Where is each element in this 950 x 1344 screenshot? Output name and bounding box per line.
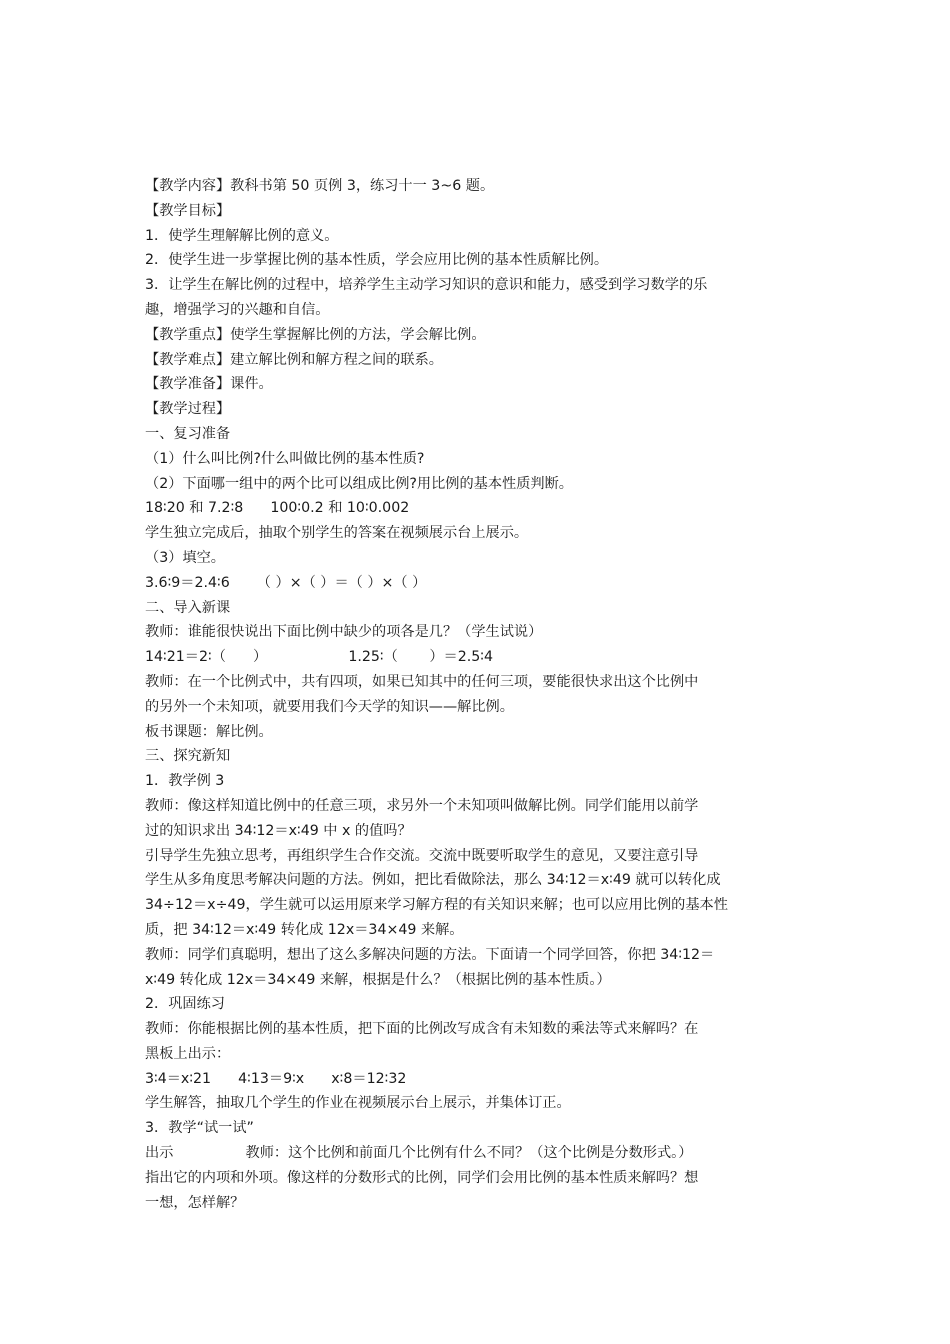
guidance-text-2: 学生从多角度思考解决问题的方法。例如，把比看做除法，那么 34∶12＝x∶49 就可以转化成 bbox=[145, 872, 721, 889]
missing-term-equations: 14∶21＝2∶（ ） 1.25∶（ ）＝2.5∶4 bbox=[145, 649, 494, 666]
try-text-2: 指出它的内项和外项。像这样的分数形式的比例，同学们会用比例的基本性质来解吗？想 bbox=[145, 1169, 699, 1186]
practice-text-cont: 黑板上出示： bbox=[145, 1045, 231, 1062]
try-text-3: 一想，怎样解？ bbox=[145, 1194, 245, 1211]
preparation: 【教学准备】课件。 bbox=[145, 376, 273, 393]
try-text: 出示 教师：这个比例和前面几个比例有什么不同？（这个比例是分数形式。） bbox=[145, 1145, 693, 1162]
review-question-2: （2）下面哪一组中的两个比可以组成比例?用比例的基本性质判断。 bbox=[145, 475, 573, 492]
review-ratios: 18∶20 和 7.2∶8 100∶0.2 和 10∶0.002 bbox=[145, 500, 410, 517]
example-3-text-cont: 过的知识求出 34∶12＝x∶49 中 x 的值吗？ bbox=[145, 822, 412, 839]
section-intro-heading: 二、导入新课 bbox=[145, 599, 231, 616]
practice-equations: 3∶4＝x∶21 4∶13＝9∶x x∶8＝12∶32 bbox=[145, 1070, 407, 1087]
section-explore-heading: 三、探究新知 bbox=[145, 748, 231, 765]
practice-heading: 2．巩固练习 bbox=[145, 996, 225, 1013]
guidance-text: 引导学生先独立思考，再组织学生合作交流。交流中既要听取学生的意见，又要注意引导 bbox=[145, 847, 699, 864]
practice-note: 学生解答，抽取几个学生的作业在视频展示台上展示，并集体订正。 bbox=[145, 1095, 571, 1112]
guidance-text-4: 质，把 34∶12＝x∶49 转化成 12x＝34×49 来解。 bbox=[145, 921, 464, 938]
process-heading: 【教学过程】 bbox=[145, 401, 231, 418]
objectives-heading: 【教学目标】 bbox=[145, 202, 231, 219]
example-3-heading: 1．教学例 3 bbox=[145, 773, 225, 790]
document-body bbox=[145, 174, 809, 1215]
review-question-1: （1）什么叫比例?什么叫做比例的基本性质? bbox=[145, 450, 425, 467]
example-3-text: 教师：像这样知道比例中的任意三项，求另外一个未知项叫做解比例。同学们能用以前学 bbox=[145, 797, 699, 814]
guidance-text-3: 34÷12＝x÷49，学生就可以运用原来学习解方程的有关知识来解；也可以应用比例的基本性 bbox=[145, 897, 728, 914]
difficulty: 【教学难点】建立解比例和解方程之间的联系。 bbox=[145, 351, 443, 368]
objective-3-cont: 趣，增强学习的兴趣和自信。 bbox=[145, 301, 330, 318]
teacher-question: 教师：谁能很快说出下面比例中缺少的项各是几？（学生试说） bbox=[145, 624, 543, 641]
try-heading: 3．教学“试一试” bbox=[145, 1120, 254, 1137]
review-question-3: （3）填空。 bbox=[145, 549, 225, 566]
board-title: 板书课题：解比例。 bbox=[145, 723, 273, 740]
fill-blank-equation: 3.6∶9＝2.4∶6 （ ）×（ ）＝（ ）×（ ） bbox=[145, 574, 427, 591]
key-point: 【教学重点】使学生掌握解比例的方法，学会解比例。 bbox=[145, 326, 486, 343]
objective-2: 2．使学生进一步掌握比例的基本性质，学会应用比例的基本性质解比例。 bbox=[145, 252, 609, 269]
teacher-explanation-cont: 的另外一个未知项，就要用我们今天学的知识——解比例。 bbox=[145, 698, 514, 715]
objective-3: 3．让学生在解比例的过程中，培养学生主动学习知识的意识和能力，感受到学习数学的乐 bbox=[145, 277, 708, 294]
teacher-explanation: 教师：在一个比例式中，共有四项，如果已知其中的任何三项，要能很快求出这个比例中 bbox=[145, 673, 699, 690]
review-note: 学生独立完成后，抽取个别学生的答案在视频展示台上展示。 bbox=[145, 525, 529, 542]
content-line: 【教学内容】教科书第 50 页例 3，练习十一 3~6 题。 bbox=[145, 178, 495, 194]
teacher-praise-cont: x∶49 转化成 12x＝34×49 来解，根据是什么？（根据比例的基本性质。） bbox=[145, 971, 611, 988]
section-review-heading: 一、复习准备 bbox=[145, 425, 231, 442]
practice-text: 教师：你能根据比例的基本性质，把下面的比例改写成含有未知数的乘法等式来解吗？在 bbox=[145, 1021, 699, 1038]
objective-1: 1．使学生理解解比例的意义。 bbox=[145, 227, 339, 244]
teacher-praise: 教师：同学们真聪明，想出了这么多解决问题的方法。下面请一个同学回答，你把 34∶12＝ bbox=[145, 946, 715, 963]
